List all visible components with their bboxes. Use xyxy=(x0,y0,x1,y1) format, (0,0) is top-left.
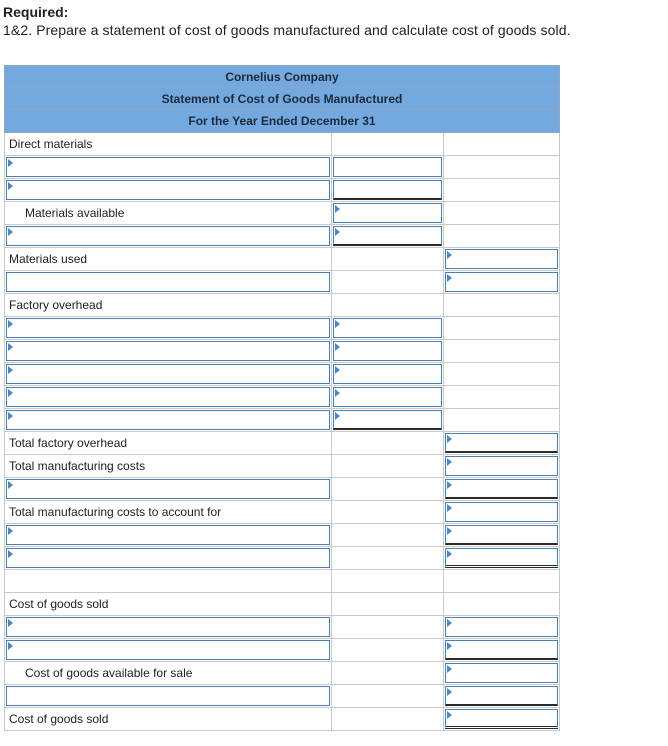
account-dropdown[interactable] xyxy=(6,479,330,499)
dropdown-marker-icon xyxy=(8,366,13,374)
empty-cell xyxy=(332,133,444,156)
table-row xyxy=(4,501,560,524)
empty-cell xyxy=(444,409,560,432)
table-row xyxy=(4,547,560,570)
empty-cell xyxy=(444,593,560,616)
dropdown-marker-icon xyxy=(8,550,13,558)
dropdown-marker-icon xyxy=(447,274,452,282)
direct-materials-label: Direct materials xyxy=(9,137,93,151)
dropdown-marker-icon xyxy=(335,366,340,374)
empty-cell xyxy=(332,455,444,478)
cost-of-goods-sold-section-label: Cost of goods sold xyxy=(9,597,109,611)
table-row xyxy=(4,133,560,156)
amount-input[interactable] xyxy=(445,433,558,453)
table-row xyxy=(4,271,560,294)
empty-cell xyxy=(444,317,560,340)
table-row xyxy=(4,363,560,386)
amount-input[interactable] xyxy=(445,525,558,545)
statement-period: For the Year Ended December 31 xyxy=(4,109,560,133)
account-dropdown[interactable] xyxy=(6,226,330,246)
dropdown-marker-icon xyxy=(447,481,452,489)
empty-cell xyxy=(444,340,560,363)
dropdown-marker-icon xyxy=(335,412,340,420)
table-row xyxy=(4,708,560,731)
empty-cell xyxy=(332,685,444,708)
empty-cell xyxy=(332,478,444,501)
table-row xyxy=(4,639,560,662)
empty-cell xyxy=(332,662,444,685)
account-dropdown[interactable] xyxy=(6,157,330,177)
empty-cell xyxy=(444,294,560,317)
amount-input[interactable] xyxy=(445,663,558,683)
amount-input[interactable] xyxy=(445,479,558,499)
empty-cell xyxy=(444,156,560,179)
table-row xyxy=(4,202,560,225)
total-manufacturing-costs-to-account-for-label: Total manufacturing costs to account for xyxy=(9,505,222,519)
table-row xyxy=(4,570,560,593)
account-dropdown[interactable] xyxy=(6,617,330,637)
empty-cell xyxy=(332,271,444,294)
account-dropdown[interactable] xyxy=(6,640,330,660)
amount-input[interactable] xyxy=(333,318,442,338)
empty-cell xyxy=(4,570,332,593)
dropdown-marker-icon xyxy=(8,619,13,627)
amount-input[interactable] xyxy=(333,180,442,200)
empty-cell xyxy=(332,501,444,524)
empty-cell xyxy=(332,639,444,662)
table-row xyxy=(4,593,560,616)
account-dropdown[interactable] xyxy=(6,272,330,292)
table-row xyxy=(4,317,560,340)
dropdown-marker-icon xyxy=(447,688,452,696)
empty-cell xyxy=(332,294,444,317)
cost-of-goods-available-label: Cost of goods available for sale xyxy=(25,666,193,680)
dropdown-marker-icon xyxy=(8,389,13,397)
total-manufacturing-costs-label: Total manufacturing costs xyxy=(9,459,146,473)
materials-used-label: Materials used xyxy=(9,252,88,266)
empty-cell xyxy=(332,248,444,271)
table-row xyxy=(4,432,560,455)
empty-cell xyxy=(332,593,444,616)
empty-cell xyxy=(332,547,444,570)
empty-cell xyxy=(332,708,444,731)
dropdown-marker-icon xyxy=(8,642,13,650)
empty-cell xyxy=(444,225,560,248)
amount-input[interactable] xyxy=(445,249,558,269)
account-dropdown[interactable] xyxy=(6,318,330,338)
empty-cell xyxy=(444,202,560,225)
dropdown-marker-icon xyxy=(335,320,340,328)
empty-cell xyxy=(444,386,560,409)
table-row xyxy=(4,294,560,317)
table-row xyxy=(4,225,560,248)
amount-input[interactable] xyxy=(333,364,442,384)
amount-input[interactable] xyxy=(445,272,558,292)
dropdown-marker-icon xyxy=(8,343,13,351)
dropdown-marker-icon xyxy=(447,251,452,259)
dropdown-marker-icon xyxy=(8,182,13,190)
cost-of-goods-sold-label: Cost of goods sold xyxy=(9,712,109,726)
account-dropdown[interactable] xyxy=(6,410,330,430)
amount-input[interactable] xyxy=(445,617,558,637)
dropdown-marker-icon xyxy=(447,619,452,627)
account-dropdown[interactable] xyxy=(6,387,330,407)
dropdown-marker-icon xyxy=(335,343,340,351)
table-row xyxy=(4,340,560,363)
dropdown-marker-icon xyxy=(335,205,340,213)
empty-cell xyxy=(444,363,560,386)
statement-title: Statement of Cost of Goods Manufactured xyxy=(4,87,560,109)
cogm-statement xyxy=(4,65,560,731)
dropdown-marker-icon xyxy=(447,435,452,443)
dropdown-marker-icon xyxy=(447,711,452,719)
account-dropdown[interactable] xyxy=(6,180,330,200)
materials-available-label: Materials available xyxy=(25,206,125,220)
amount-input[interactable] xyxy=(445,709,558,729)
empty-cell xyxy=(444,570,560,593)
dropdown-marker-icon xyxy=(8,228,13,236)
amount-input[interactable] xyxy=(333,226,442,246)
table-row xyxy=(4,386,560,409)
amount-input[interactable] xyxy=(445,548,558,568)
dropdown-marker-icon xyxy=(447,527,452,535)
label-cell xyxy=(4,133,332,156)
dropdown-marker-icon xyxy=(335,228,340,236)
dropdown-marker-icon xyxy=(447,642,452,650)
amount-input[interactable] xyxy=(445,502,558,522)
company-name: Cornelius Company xyxy=(4,65,560,87)
dropdown-marker-icon xyxy=(447,458,452,466)
dropdown-marker-icon xyxy=(447,665,452,673)
amount-input[interactable] xyxy=(333,387,442,407)
total-factory-overhead-label: Total factory overhead xyxy=(9,436,128,450)
empty-cell xyxy=(332,616,444,639)
required-instructions: 1&2. Prepare a statement of cost of goods manufactured and calculate cost of goods sold. xyxy=(3,22,571,38)
dropdown-marker-icon xyxy=(447,550,452,558)
dropdown-marker-icon xyxy=(8,481,13,489)
table-row xyxy=(4,478,560,501)
amount-input[interactable] xyxy=(333,203,442,223)
dropdown-marker-icon xyxy=(8,527,13,535)
table-row xyxy=(4,179,560,202)
amount-input[interactable] xyxy=(333,157,442,177)
amount-input[interactable] xyxy=(445,456,558,476)
amount-input[interactable] xyxy=(333,410,442,430)
account-dropdown[interactable] xyxy=(6,686,330,706)
dropdown-marker-icon xyxy=(8,320,13,328)
table-row xyxy=(4,616,560,639)
dropdown-marker-icon xyxy=(8,412,13,420)
table-row xyxy=(4,685,560,708)
account-dropdown[interactable] xyxy=(6,364,330,384)
empty-cell xyxy=(444,179,560,202)
table-row xyxy=(4,455,560,478)
table-row xyxy=(4,248,560,271)
empty-cell xyxy=(332,524,444,547)
amount-input[interactable] xyxy=(445,686,558,706)
account-dropdown[interactable] xyxy=(6,341,330,361)
table-row xyxy=(4,662,560,685)
empty-cell xyxy=(332,432,444,455)
table-row xyxy=(4,409,560,432)
account-dropdown[interactable] xyxy=(6,548,330,568)
required-heading: Required: xyxy=(3,4,69,20)
amount-input[interactable] xyxy=(445,640,558,660)
table-row xyxy=(4,524,560,547)
empty-cell xyxy=(444,133,560,156)
dropdown-marker-icon xyxy=(335,389,340,397)
dropdown-marker-icon xyxy=(447,504,452,512)
account-dropdown[interactable] xyxy=(6,525,330,545)
empty-cell xyxy=(332,570,444,593)
dropdown-marker-icon xyxy=(8,159,13,167)
factory-overhead-label: Factory overhead xyxy=(9,298,103,312)
amount-input[interactable] xyxy=(333,341,442,361)
table-row xyxy=(4,156,560,179)
